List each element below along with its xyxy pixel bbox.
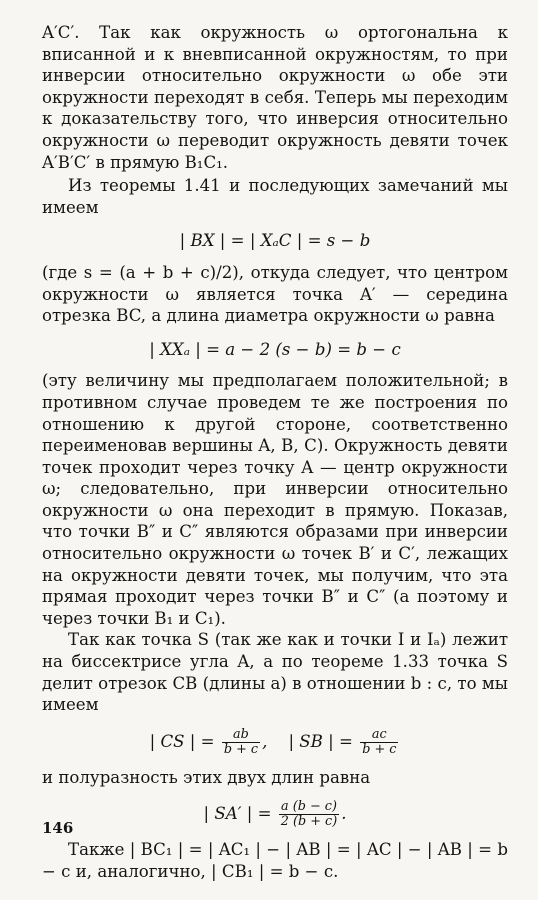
formula-sb-lhs: | SB | = — [288, 731, 359, 751]
fraction-sa — [279, 800, 339, 829]
formula-diameter: | XXₐ | = a − 2 (s − b) = b − c — [149, 339, 401, 359]
fraction-sb-numerator: ac — [360, 728, 398, 743]
paragraph-also-lengths: Также | BC₁ | = | AC₁ | − | AB | = | AC | − | AB | = b − c и, аналогично, | CB₁ | = b − c. — [42, 840, 508, 881]
page-number: 146 — [42, 819, 74, 837]
fraction-cs — [222, 728, 260, 757]
formula-separator: , — [262, 731, 289, 751]
paragraph-theorem-reference: Из теоремы 1.41 и последующих замечаний мы имеем — [42, 176, 508, 217]
paragraph-center-of-omega: (где s = (a + b + c)/2), откуда следует, что центром окружности ω является точка A′ — середина отрезка BC, а длина диаметра окружности ω равна — [42, 262, 508, 326]
formula-sa-prime — [42, 800, 508, 829]
paragraph-inversion-intro: A′C′. Так как окружность ω ортогональна к вписанной и к вневписанной окружностям, то при инверсии относительно окружности ω обе эти окружности переходят в себя. Теперь мы переходим к доказательству того, что инверсия относительно окружности ω переводит окружность девяти точек A′B′C′ в прямую B₁C₁. — [42, 23, 508, 172]
fraction-cs-denominator: b + c — [223, 741, 259, 757]
paragraph-point-s-bisector: Так как точка S (так же как и точки I и Iₐ) лежит на биссектрисе угла A, а по теореме 1.33 точка S делит отрезок CB (длины a) в отношении b : c, то мы имеем — [42, 630, 508, 715]
formula-cs-sb — [42, 728, 508, 757]
fraction-sa-numerator: a (b − c) — [279, 800, 339, 815]
paragraph-half-difference: и полуразность этих двух длин равна — [42, 767, 371, 787]
paragraph-nine-point-circle: (эту величину мы предполагаем положительной; в противном случае проведем те же построения по отношению к другой стороне, соответственно переименовав вершины A, B, C). Окружность девяти точек проходит через точку A — центр окружности ω; следовательно, при инверсии относительно окружности ω она переходит в прямую. Показав, что точки B″ и C″ являются образами при инверсии относительно окружности ω точек B′ и C′, лежащих на окружности девяти точек, мы получим, что эта прямая проходит через точки B″ и C″ (а поэтому и через точки B₁ и C₁). — [42, 371, 508, 628]
fraction-sb — [360, 728, 398, 757]
fraction-sa-denominator: 2 (b + c) — [280, 814, 338, 830]
formula-cs-lhs: | CS | = — [149, 731, 220, 751]
formula-sa-period: . — [341, 804, 347, 824]
fraction-cs-numerator: ab — [222, 728, 260, 743]
fraction-sb-denominator: b + c — [362, 741, 397, 757]
formula-sa-lhs: | SA′ | = — [203, 804, 277, 824]
formula-bx-xac: | BX | = | XₐC | = s − b — [179, 231, 371, 251]
